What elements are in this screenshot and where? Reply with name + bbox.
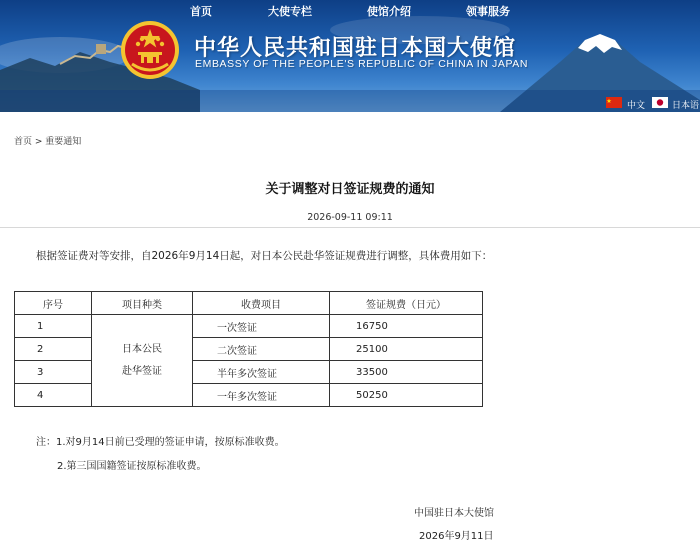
fee-item: 一次签证	[193, 315, 330, 338]
table-row	[15, 338, 483, 361]
nav-embassy-intro[interactable]: 使馆介绍	[367, 5, 411, 18]
row-number: 4	[15, 384, 92, 407]
category-line: 日本公民	[122, 343, 162, 355]
breadcrumb-current-link[interactable]: 重要通知	[45, 137, 82, 147]
nav-consular-services[interactable]: 领事服务	[466, 5, 510, 18]
row-number: 2	[15, 338, 92, 361]
header-number: 序号	[15, 292, 92, 315]
header-category: 项目种类	[92, 292, 193, 315]
fee-item: 二次签证	[193, 338, 330, 361]
header-fee-amount: 签证规费（日元）	[330, 292, 483, 315]
row-number: 3	[15, 361, 92, 384]
table-row	[15, 315, 483, 338]
signature-date: 2026年9月11日	[419, 531, 494, 542]
table-row	[15, 384, 483, 407]
fee-item: 半年多次签证	[193, 361, 330, 384]
category-cell	[92, 315, 193, 407]
national-emblem-icon	[120, 20, 180, 80]
fee-amount: 33500	[330, 361, 483, 384]
breadcrumb-home-link[interactable]: 首页	[14, 137, 33, 147]
lang-japanese-link[interactable]: 日本语	[672, 101, 700, 111]
nav-ambassador-column[interactable]: 大使专栏	[268, 5, 312, 18]
article-date: 2026-09-11 09:11	[307, 212, 393, 223]
article-title: 关于调整对日签证规费的通知	[265, 182, 435, 197]
table-header-row	[15, 292, 483, 315]
embassy-title-english: EMBASSY OF THE PEOPLE'S REPUBLIC OF CHINA IN JAPAN	[195, 58, 529, 70]
nav-home[interactable]: 首页	[190, 5, 212, 18]
fee-item: 一年多次签证	[193, 384, 330, 407]
site-header	[0, 0, 700, 112]
header-fee-item: 收费项目	[193, 292, 330, 315]
signature-org: 中国驻日本大使馆	[414, 508, 494, 519]
embassy-title-chinese: 中华人民共和国驻日本国大使馆	[194, 36, 517, 61]
japan-flag-icon[interactable]	[652, 97, 668, 108]
title-divider	[0, 227, 700, 228]
lang-chinese-link[interactable]: 中文	[627, 101, 646, 111]
note-line-1: 注：1.对9月14日前已受理的签证申请，按原标准收费。	[36, 437, 285, 448]
fee-amount: 25100	[330, 338, 483, 361]
article-intro: 根据签证费对等安排，自2026年9月14日起，对日本公民赴华签证规费进行调整，具体费用如下：	[36, 250, 493, 262]
row-number: 1	[15, 315, 92, 338]
breadcrumb	[14, 134, 81, 147]
table-row	[15, 361, 483, 384]
category-line: 赴华签证	[122, 365, 162, 377]
breadcrumb-separator: >	[32, 137, 46, 147]
note-line-2: 2.第三国国籍签证按原标准收费。	[57, 461, 207, 472]
fee-amount: 50250	[330, 384, 483, 407]
visa-fee-table	[14, 291, 483, 407]
china-flag-icon[interactable]	[606, 97, 622, 108]
fee-amount: 16750	[330, 315, 483, 338]
